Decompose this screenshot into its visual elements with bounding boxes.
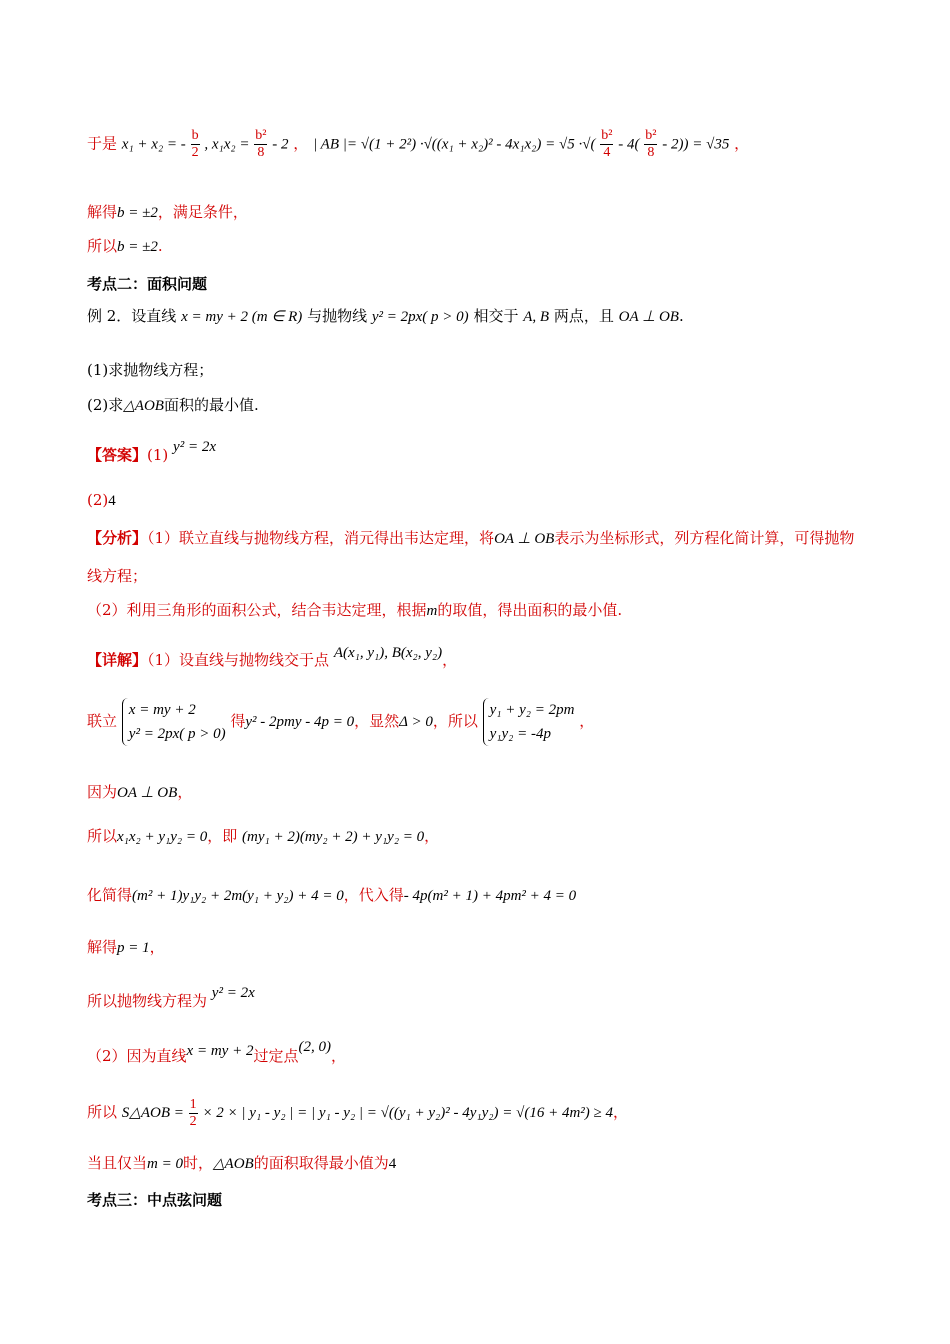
analysis-paragraph [87, 520, 855, 595]
text: . [157, 237, 163, 255]
system-line [87, 696, 594, 747]
example-2-statement [87, 306, 684, 327]
math: p = 1 [117, 940, 150, 956]
text: 面积的最小值. [163, 396, 259, 414]
math: - 2)) = √35 [662, 136, 730, 153]
because-perpendicular [87, 782, 192, 803]
text: ， [177, 783, 193, 801]
fraction: $\frac{\text{b²}}{8}$ [255, 128, 267, 160]
text: ，即 [207, 827, 238, 845]
text: 例 2．设直线 [87, 307, 177, 325]
analysis-part-2 [87, 600, 622, 621]
text: 当且仅当 [87, 1154, 148, 1172]
simplify-line [87, 885, 576, 906]
text: 得 [230, 712, 246, 730]
text: ， [579, 712, 595, 730]
text: 联立 [87, 712, 118, 730]
text: 化简得 [87, 886, 133, 904]
math: x₁ + x₂ = - [121, 136, 186, 153]
text: ，满足条件， [157, 203, 248, 221]
detail-line-1 [87, 640, 457, 673]
text: 与抛物线 [307, 307, 368, 325]
math: y² = 2x [211, 985, 255, 1001]
math: | AB |= √(1 + 2²) ·√((x₁ + x₂)² - 4x₁x₂) = √5 ·√( [313, 136, 596, 153]
text: (2)求 [87, 396, 124, 414]
text: 的取值，得出面积的最小值. [437, 601, 623, 619]
fraction: $\frac{b}{2}$ [191, 128, 199, 160]
dot-product-line [87, 826, 439, 847]
text: (2) [87, 491, 109, 509]
section-heading-kp3: 考点三：中点弦问题 [87, 1191, 223, 1209]
math: m = 0 [147, 1156, 183, 1172]
math: - 4p(m² + 1) + 4pm² + 4 = 0 [403, 888, 577, 904]
answer-line-2 [87, 490, 116, 511]
math: △AOB [123, 398, 164, 414]
question-1: (1)求抛物线方程； [87, 361, 214, 379]
text: （2）因为直线 [87, 1047, 187, 1065]
text: ，所以 [432, 712, 478, 730]
math: 4 [108, 493, 116, 509]
math: (my₁ + 2)(my₂ + 2) + y₁y₂ = 0 [242, 829, 425, 845]
math: b = ±2 [117, 205, 158, 221]
text: ， [424, 827, 440, 845]
text: （1）联立直线与抛物线方程，消元得出韦达定理，将 [147, 529, 495, 547]
text: . [678, 307, 684, 325]
math: A(x₁, y₁), B(x₂, y₂) [333, 645, 443, 661]
math: - 2 [272, 136, 289, 153]
text: 因为 [87, 783, 118, 801]
answer-line-1 [87, 434, 216, 468]
detail-tag: 【详解】 [87, 651, 148, 669]
text: ， [149, 938, 165, 956]
text: 过定点 [253, 1047, 299, 1065]
text: 表示为坐标形式，列方程化简计算，可得抛物线方程； [87, 529, 855, 585]
math: OA ⊥ OB [117, 785, 178, 801]
analysis-tag: 【分析】 [87, 529, 148, 547]
fraction: $\frac{1}{2}$ [189, 1096, 197, 1129]
text: 时， [182, 1154, 213, 1172]
math: , x₁x₂ = [204, 136, 250, 153]
fraction: $\frac{\text{b²}}{8}$ [645, 128, 657, 160]
math: Δ > 0 [399, 714, 433, 730]
text: ， [293, 134, 309, 153]
section-heading-kp2: 考点二：面积问题 [87, 275, 208, 293]
text: ， [330, 1047, 346, 1065]
text: （2）利用三角形的面积公式，结合韦达定理，根据 [87, 601, 427, 619]
parabola-result-line [87, 980, 255, 1014]
math: x₁x₂ + y₁y₂ = 0 [117, 829, 208, 845]
math: (m² + 1)y₁y₂ + 2m(y₁ + y₂) + 4 = 0 [132, 888, 344, 904]
math: x = my + 2 (m ∈ R) [181, 309, 303, 325]
math: m [426, 603, 438, 619]
line-solve-b [87, 202, 248, 223]
text: ，代入得 [343, 886, 404, 904]
text: (1) [147, 446, 169, 464]
line-so-b [87, 236, 163, 257]
text: ， [442, 651, 458, 669]
answer-tag: 【答案】 [87, 446, 148, 464]
text: 所以抛物线方程为 [87, 992, 208, 1010]
math: x = my + 2 [186, 1043, 254, 1059]
math: y² = 2px( p > 0) [371, 309, 469, 325]
math: y² - 2pmy - 4p = 0 [245, 714, 355, 730]
text: 解得 [87, 203, 118, 221]
math: OA ⊥ OB [618, 309, 679, 325]
text: 所以 [87, 237, 118, 255]
area-formula-line [87, 1094, 628, 1131]
math: (2, 0) [298, 1039, 331, 1055]
text: 所以 [87, 1103, 118, 1121]
text: ， [734, 134, 750, 153]
math: A, B [523, 309, 550, 325]
equation-system-2: y₁ + y₂ = 2pm y₁y₂ = -4p [483, 698, 575, 746]
math: OA ⊥ OB [494, 531, 555, 547]
line-result-vieta [87, 128, 749, 161]
text: （1）设直线与抛物线交于点 [147, 651, 330, 669]
fixed-point-line [87, 1034, 346, 1069]
minimum-line [87, 1153, 396, 1174]
text: 的面积取得最小值为 [253, 1154, 389, 1172]
math: S△AOB = [121, 1105, 184, 1121]
math: y² = 2x [173, 439, 216, 455]
text: 所以 [87, 827, 118, 845]
text: ，显然 [354, 712, 400, 730]
solve-p-line [87, 937, 165, 958]
text: ， [613, 1103, 629, 1121]
question-2 [87, 395, 259, 416]
fraction: $\frac{\text{b²}}{4}$ [601, 128, 613, 160]
text: 于是 [87, 134, 118, 153]
math: × 2 × | y₁ - y₂ | = | y₁ - y₂ | = √((y₁ + y₂)² - 4y₁y₂) = √(16 + 4m²) ≥ 4 [202, 1105, 613, 1121]
text: 相交于 [473, 307, 519, 325]
math: b = ±2 [117, 239, 158, 255]
math: - 4( [618, 136, 640, 153]
text: 两点，且 [553, 307, 614, 325]
text: 解得 [87, 938, 118, 956]
math: △AOB [213, 1156, 254, 1172]
math: 4 [388, 1156, 397, 1172]
equation-system-1: x = my + 2 y² = 2px( p > 0) [122, 698, 226, 746]
